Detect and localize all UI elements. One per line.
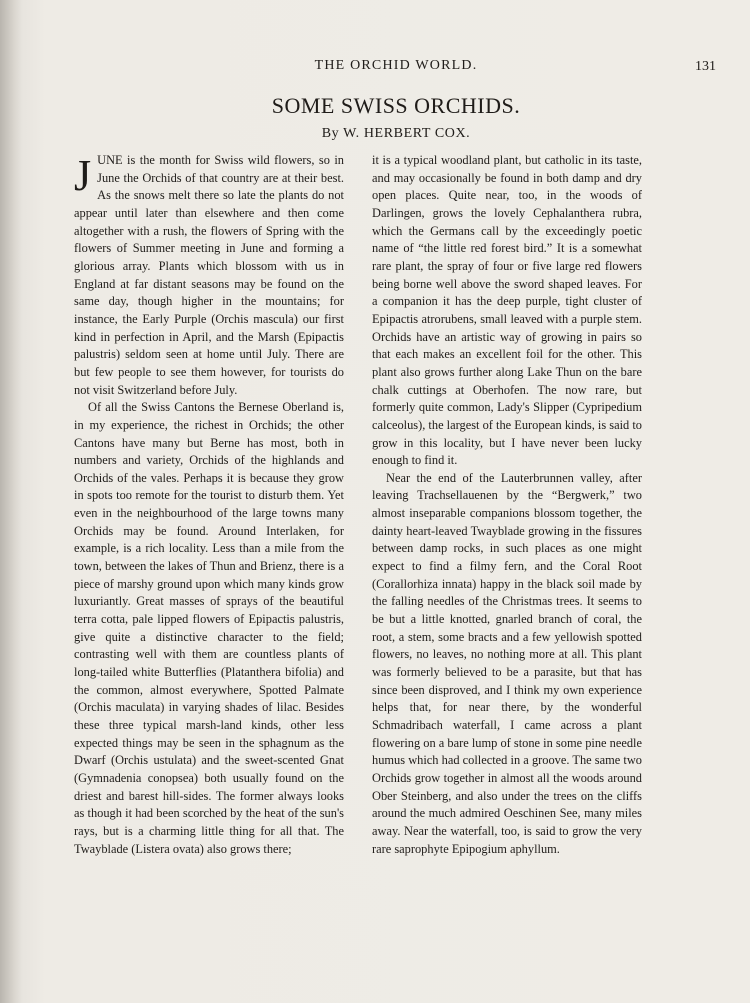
book-spine-shadow	[0, 0, 22, 1003]
paragraph	[74, 152, 344, 399]
page-number: 131	[695, 59, 716, 74]
page-header	[70, 58, 722, 78]
paragraph: Near the end of the Lauterbrunnen valley, after leaving Trachsellauenen by the “Bergwerk,” two almost inseparable companions blossom together, the dainty heart-leaved Twayblade growing in the fissures between damp rocks, in such places as one might expect to find a filmy fern, and the Coral Root (Corallorhiza innata) happy in the black soil made by the falling needles of the Christmas trees. It seems to be but a little knotted, gnarled branch of coral, the root, a stem, some bracts and a few yellowish spotted flowers, no leaves, no nothing more at all. This plant was formerly believed to be a parasite, but that has since been disproved, and I think my own experience helps that, for near there, by the wonderful Schmadribach waterfall, I came across a plant flowering on a bare lump of stone in some pine needle humus which had collected in a groove. The same two Orchids grow together in almost all the woods around Ober Steinberg, and also under the trees on the cliffs around the much admired Oeschinen See, many miles away. Near the waterfall, too, is said to grow the very rare saprophyte Epipogium aphyllum.	[372, 470, 642, 856]
left-column	[74, 152, 344, 858]
running-head: THE ORCHID WORLD.	[314, 58, 478, 73]
right-column	[372, 152, 642, 858]
paragraph: Of all the Swiss Cantons the Bernese Oberland is, in my experience, the richest in Orchids; the other Cantons have many but Berne has most, both in numbers and variety, Orchids of the highlands and Orchids of the vales. Perhaps it is because they grow in spots too remote for the tourist to disturb them. Yet even in the neighbourhood of the large towns many Orchids may be found. Around Interlaken, for example, is a rich locality. Less than a mile from the town, between the lakes of Thun and Brienz, there is a piece of marshy ground upon which many kinds grow luxuriantly. Great masses of sprays of the beautiful terra cotta, pale lipped flowers of Epipactis palustris, give quite a distinctive character to the field; contrasting well with them are countless plants of long-tailed white Butterflies (Platanthera bifolia) and the common, almost everywhere, Spotted Palmate (Orchis maculata) in varying shades of lilac. Besides these three typical marsh-land kinds, other less expected things may be seen in the sphagnum as the Dwarf (Orchis ustulata) and the sweet-scented Gnat (Gymnadenia conopsea) both usually found on the driest and barest hill-sides. The former always looks as though it had been scorched by the heat of the sun's rays, but is a charming little thing for all that. The Twayblade (Listera ovata) also grows there;	[74, 400, 344, 856]
paragraph-text: UNE is the month for Swiss wild flowers, so in June the Orchids of that country are at their best. As the snows melt there so late the plants do not appear until later than elsewhere and then come altogether with a rush, the flowers of Spring with the flowers of Summer meeting in June and forming a glorious array. Plants which blossom with us in England at far distant seasons may be found on the same day, though higher in the mountains; for instance, the Early Purple (Orchis mascula) our first kind in perfection in April, and the Marsh (Epipactis palustris) seldom seen at home until July. There are but few people to see them however, for tourists do not visit Switzerland before July.	[74, 153, 344, 397]
paragraph: it is a typical woodland plant, but catholic in its taste, and may occasionally be found in both damp and dry open places. Quite near, too, in the woods of Darlingen, grows the lovely Cephalanthera rubra, which the Germans call by the exceedingly poetic name of “the little red forest bird.” It is a somewhat rare plant, the spray of four or five large red flowers being borne well above the sword shaped leaves. For a companion it has the deep purple, tight cluster of Epipactis atrorubens, small leaved with a purple stem. Orchids have an artistic way of growing in pairs so that each makes an excellent foil for the other. This plant also grows further along Lake Thun on the bare chalk cuttings at Oberhofen. The now rare, but formerly quite common, Lady's Slipper (Cypripedium calceolus), the largest of the European kinds, is said to grow in this locality, but I have never been lucky enough to find it.	[372, 153, 642, 468]
article-title: SOME SWISS ORCHIDS.	[271, 93, 521, 118]
drop-cap: J	[74, 151, 92, 200]
article-byline: By W. HERBERT COX.	[321, 126, 471, 141]
